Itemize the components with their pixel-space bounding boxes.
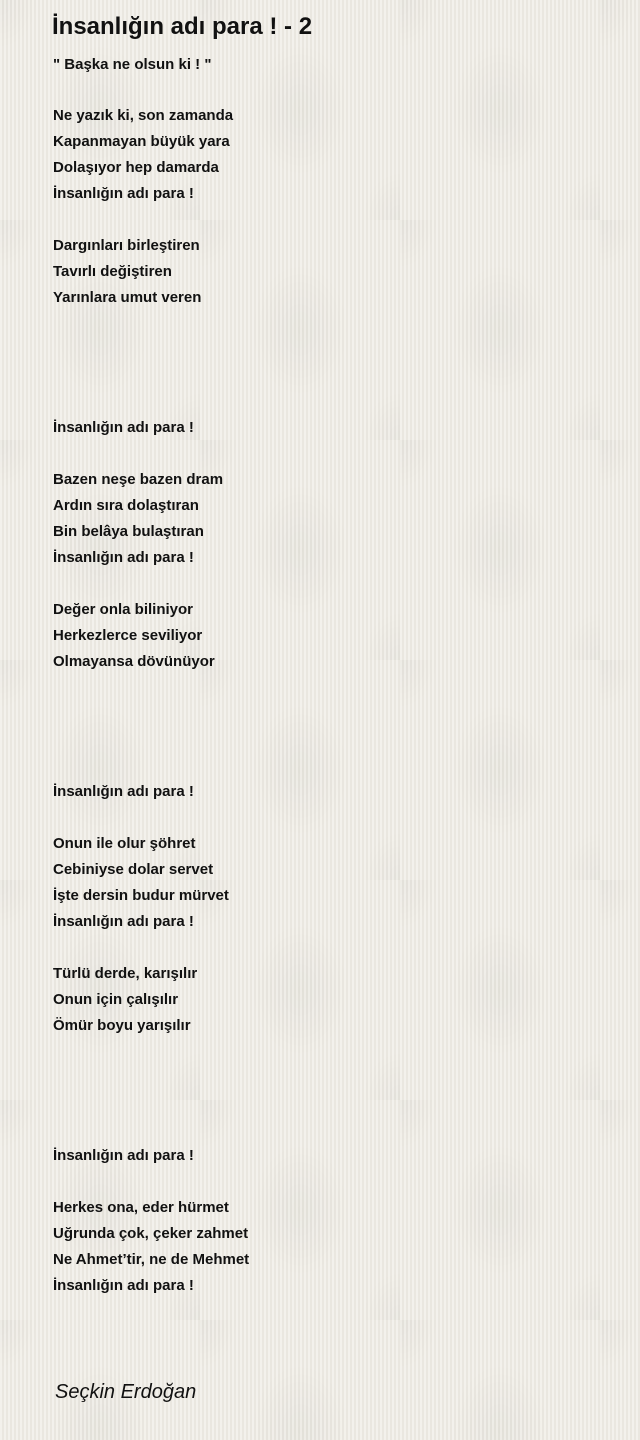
stanza-gap — [53, 571, 613, 597]
poem-title: İnsanlığın adı para ! - 2 — [52, 13, 313, 40]
poem-subtitle: " Başka ne olsun ki ! " — [53, 56, 212, 73]
poem-line: Onun için çalışılır — [53, 991, 179, 1008]
poem-line: İşte dersin budur mürvet — [53, 887, 229, 904]
poem-line: Tavırlı değiştiren — [53, 263, 172, 280]
stanza-gap — [53, 1039, 613, 1143]
poem-line: Dargınları birleştiren — [53, 237, 200, 254]
poem-line: İnsanlığın adı para ! — [53, 783, 194, 800]
poem-line: İnsanlığın adı para ! — [53, 549, 194, 566]
poem-author: Seçkin Erdoğan — [55, 1381, 197, 1403]
poem-line: İnsanlığın adı para ! — [53, 913, 194, 930]
stanza — [53, 467, 613, 571]
stanza-gap — [53, 441, 613, 467]
stanza-gap — [53, 935, 613, 961]
poem-line: Dolaşıyor hep damarda — [53, 159, 219, 176]
poem-line: İnsanlığın adı para ! — [53, 1147, 194, 1164]
stanza — [53, 961, 613, 1039]
stanza-gap — [53, 675, 613, 779]
poem-line: Ömür boyu yarışılır — [53, 1017, 191, 1034]
stanza — [53, 103, 613, 207]
stanza — [53, 597, 613, 675]
poem-body — [53, 103, 613, 1299]
poem-line: Ne Ahmet’tir, ne de Mehmet — [53, 1251, 250, 1268]
poem-line: Cebiniyse dolar servet — [53, 861, 214, 878]
stanza-gap — [53, 805, 613, 831]
stanza — [53, 1195, 613, 1299]
stanza — [53, 831, 613, 935]
poem-line: Bin belâya bulaştıran — [53, 523, 204, 540]
poem-line: Herkezlerce seviliyor — [53, 627, 203, 644]
poem-line: Ardın sıra dolaştıran — [53, 497, 199, 514]
poem-line: Herkes ona, eder hürmet — [53, 1199, 229, 1216]
poem-line: Kapanmayan büyük yara — [53, 133, 230, 150]
stanza — [53, 779, 613, 805]
poem-line: Ne yazık ki, son zamanda — [53, 107, 234, 124]
poem-line: Bazen neşe bazen dram — [53, 471, 224, 488]
stanza — [53, 1143, 613, 1169]
poem-line: Değer onla biliniyor — [53, 601, 194, 618]
stanza-gap — [53, 311, 613, 415]
poem-line: Yarınlara umut veren — [53, 289, 202, 306]
stanza-gap — [53, 1169, 613, 1195]
stanza — [53, 233, 613, 311]
poem-line: İnsanlığın adı para ! — [53, 1277, 194, 1294]
stanza — [53, 415, 613, 441]
poem-line: İnsanlığın adı para ! — [53, 185, 194, 202]
poem-line: Olmayansa dövünüyor — [53, 653, 215, 670]
stanza-gap — [53, 207, 613, 233]
poem-line: Onun ile olur şöhret — [53, 835, 196, 852]
poem-line: İnsanlığın adı para ! — [53, 419, 194, 436]
poem-line: Türlü derde, karışılır — [53, 965, 198, 982]
poem-line: Uğrunda çok, çeker zahmet — [53, 1225, 249, 1242]
